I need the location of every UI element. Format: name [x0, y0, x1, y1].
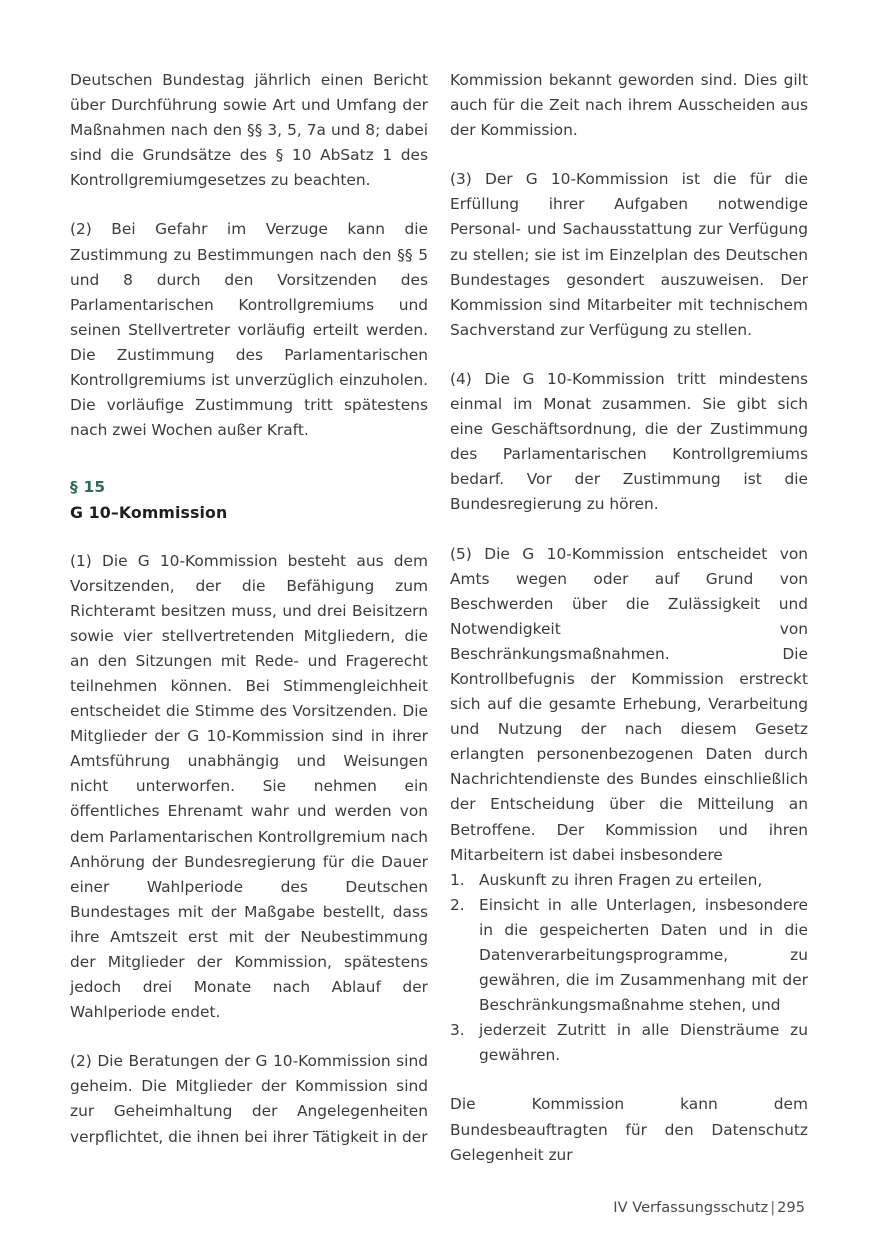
- paragraph-15-absatz-2: (2) Die Beratungen der G 10-Kommission sind geheim. Die Mitglieder der Kommission sind zur Geheimhaltung der Angelegenheiten verpflichtet, die ihnen bei ihrer Tätigkeit in der: [70, 1052, 428, 1146]
- footer-chapter: IV Verfassungsschutz: [613, 1199, 769, 1216]
- paragraph-15-absatz-5: (5) Die G 10-Kommission entscheidet von Amts wegen oder auf Grund von Beschwerden über die Zulässigkeit und Notwendigkeit von Beschränkungsmaßnahmen. Die Kontrollbefugnis der Kommission erstreckt sich auf die gesamte Erhebung, Verarbeitung und Nutzung der nach diesem Gesetz erlangten personenbezogenen Daten durch Nachrichtendienste des Bundes einschließlich der Entscheidung über die Mitteilung an Betroffene. Der Kommission und ihren Mitarbeitern ist dabei insbesondere: [450, 544, 808, 864]
- enumerated-duties-list: [450, 868, 808, 1069]
- page-title: G 10–Kommission: [70, 503, 228, 523]
- paragraph-continued: Deutschen Bundestag jährlich einen Bericht über Durchführung sowie Art und Umfang der Maßnahmen nach den §§ 3, 5, 7a und 8; dabei sind die Grundsätze des § 10 AbSatz 1 des Kontrollgremiumgesetzes zu beachten.: [70, 71, 428, 190]
- section-heading: [70, 475, 428, 525]
- paragraph-15-absatz-3: (3) Der G 10-Kommission ist die für die Erfüllung ihrer Aufgaben notwendige Personal- und Sachausstattung zur Verfügung zu stellen; sie ist im Einzelplan des Deutschen Bundestages gesondert auszuweisen. Der Kommission sind Mitarbeiter mit technischem Sachverstand zur Verfügung zu stellen.: [450, 170, 808, 339]
- right-column: [450, 68, 808, 1164]
- list-marker: 1.: [450, 870, 465, 889]
- footer-page-number: 295: [777, 1199, 805, 1216]
- section-number: § 15: [70, 478, 106, 497]
- list-item-text: jederzeit Zutritt in alle Diensträume zu gewähren.: [479, 1021, 808, 1065]
- list-item: [450, 868, 808, 893]
- two-column-body: [70, 68, 808, 1164]
- list-item: [450, 893, 808, 1018]
- list-item-text: Einsicht in alle Unterlagen, insbesondere in die gespeicherten Daten und in die Datenverarbeitungsprogramme, zu gewähren, die im Zusammenhang mit der Beschränkungsmaßnahme stehen, und: [479, 895, 808, 1015]
- list-marker: 3.: [450, 1021, 465, 1040]
- paragraph-15-absatz-1: (1) Die G 10-Kommission besteht aus dem Vorsitzenden, der die Befähigung zum Richteramt besitzen muss, und drei Beisitzern sowie vier stellvertretenden Mitgliedern, die an den Sitzungen mit Rede- und Fragerecht teilnehmen können. Bei Stimmengleichheit entscheidet die Stimme des Vorsitzenden. Die Mitglieder der G 10-Kommission sind in ihrer Amtsführung unabhängig und Weisungen nicht unterworfen. Sie nehmen ein öffentliches Ehrenamt wahr und werden von dem Parlamentarischen Kontrollgremium nach Anhörung der Bundesregierung für die Dauer einer Wahlperiode des Deutschen Bundestages mit der Maßgabe bestellt, dass ihre Amtszeit erst mit der Neubestimmung der Mitglieder der Kommission, spätestens jedoch drei Monate nach Ablauf der Wahlperiode endet.: [70, 551, 428, 1022]
- paragraph-15-absatz-2-continued: Kommission bekannt geworden sind. Dies gilt auch für die Zeit nach ihrem Ausscheiden aus der Kommission.: [450, 71, 808, 140]
- paragraph-15-closing: Die Kommission kann dem Bundesbeauftragten für den Datenschutz Gelegenheit zur: [450, 1095, 808, 1164]
- list-item: [450, 1018, 808, 1068]
- left-column: [70, 68, 428, 1146]
- page-footer: [70, 1198, 805, 1218]
- list-item-text: Auskunft zu ihren Fragen zu erteilen,: [479, 870, 763, 889]
- paragraph-absatz-2-previous: (2) Bei Gefahr im Verzuge kann die Zustimmung zu Bestimmungen nach den §§ 5 und 8 durch den Vorsitzenden des Parlamentarischen Kontrollgremiums und seinen Stellvertreter vorläufig erteilt werden. Die Zustimmung des Parlamentarischen Kontrollgremiums ist unverzüglich einzuholen. Die vorläufige Zustimmung tritt spätestens nach zwei Wochen außer Kraft.: [70, 220, 428, 440]
- list-marker: 2.: [450, 895, 465, 914]
- footer-separator: |: [770, 1199, 776, 1216]
- paragraph-15-absatz-4: (4) Die G 10-Kommission tritt mindestens einmal im Monat zusammen. Sie gibt sich eine Geschäftsordnung, die der Zustimmung des Parlamentarischen Kontrollgremiums bedarf. Vor der Zustimmung ist die Bundesregierung zu hören.: [450, 369, 808, 514]
